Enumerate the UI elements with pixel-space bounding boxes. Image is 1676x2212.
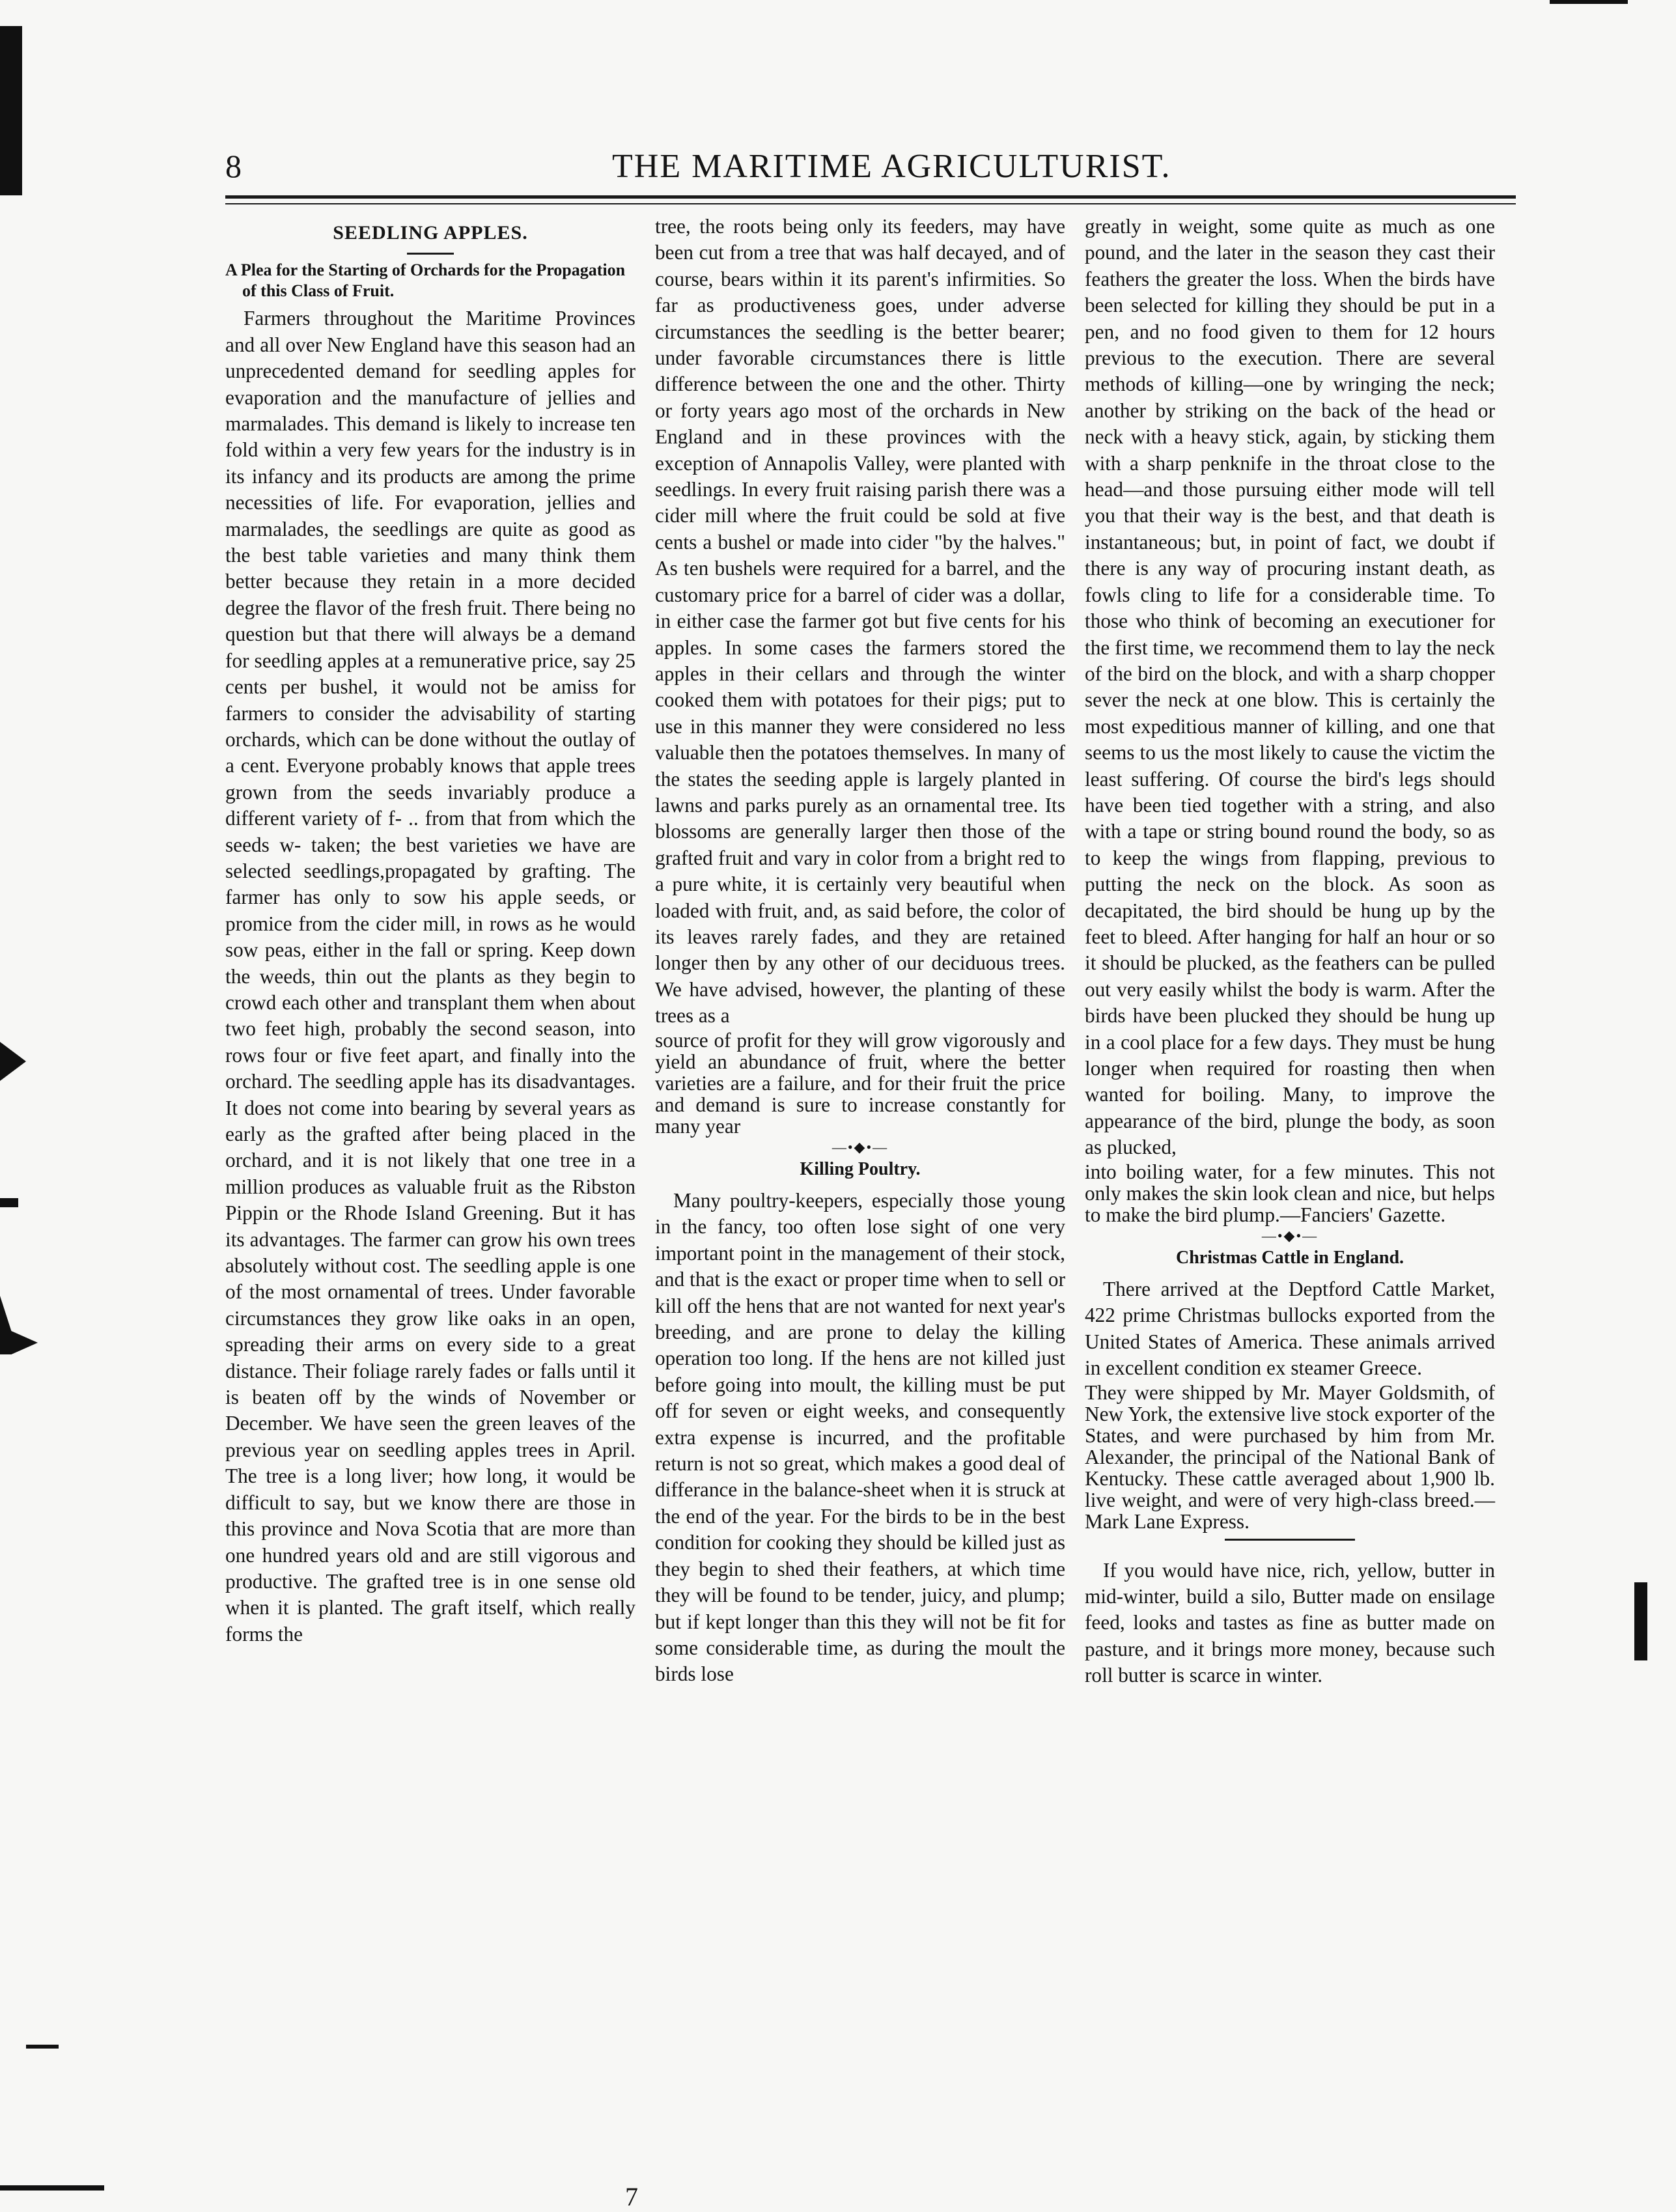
article-body-killing-poultry: Many poultry-keepers, especially those young in the fancy, too often lose sight of one very important point in the management of their stock, and that is the exact or proper time when to sell or kill off the hens that are not wanted for next year's breeding, and are prone to delay the killing operation too long. If the hens are not killed just before going into moult, the killing must be put off for seven or eight weeks, and consequently extra expense is incurred, and the profitable return is not so great, which makes a good deal of differance in the balance-sheet when it is struck at the end of the year. For the birds to be in the best condition for cooking they should be killed just as they begin to shed their feathers, at which time they will be found to be tender, juicy, and plump; but if kept longer than this they will not be fit for some considerable time, as during the moult the birds lose: [655, 1189, 1065, 1686]
scan-edge-mark: [1634, 1582, 1647, 1660]
article-body-christmas-cattle-cont: They were shipped by Mr. Mayer Goldsmith, of New York, the extensive live stock exporter of the States, and were purchased by him from Mr. Alexander, the principal of the National Bank of Kentucky. These cattle averaged about 1,900 lb. live weight, and were of very high-class breed.—Mark Lane Express.: [1085, 1380, 1495, 1533]
header-rule-thin: [225, 203, 1516, 204]
stray-mark: 7: [625, 2182, 638, 2211]
scan-edge-mark: [0, 2185, 104, 2191]
scan-edge-mark: [26, 2045, 59, 2049]
article-body-christmas-cattle: There arrived at the Deptford Cattle Market, 422 prime Christmas bullocks exported from the United States of America. These animals arrived in excellent condition ex steamer Greece.: [1085, 1278, 1495, 1380]
article-headline-seedling-apples: SEEDLING APPLES.: [333, 222, 528, 244]
column-3: [1085, 214, 1495, 1689]
article-body-continued-end: source of profit for they will grow vigorously and yield an abundance of fruit, where the better varieties are a failure, and for their fruit the price and demand is sure to increase constantly for many year: [655, 1028, 1065, 1138]
page-number: 8: [225, 148, 242, 184]
headline-divider: [407, 253, 454, 255]
column-2: [655, 214, 1065, 1688]
scan-edge-mark: [0, 1198, 18, 1207]
article-body-poultry-continued: greatly in weight, some quite as much as one pound, and the later in the season they cast their feathers the greater the loss. When the birds have been selected for killing they should be put in a pen, and no food given to them for 12 hours previous to the execution. There are several methods of killing—one by wringing the neck; another by striking on the back of the head or neck with a heavy stick, again, by sticking them with a sharp penknife in the throat close to the head—and those pursuing either mode will tell you that their way is the best, and that death is instantaneous; but, in point of fact, we doubt if there is any way of procuring instant death, as fowls cling to life for a considerable time. To those who think of becoming an executioner for the first time, we recommend them to lay the neck of the bird on the block, and with a sharp chopper sever the neck at one blow. This is certainly the most expeditious manner of killing, and one that seems to us the most likely to cause the victim the least suffering. Of course the bird's legs should have been tied together with a string, and also with a tape or string bound round the body, so as to keep the wings from flapping, previous to putting the neck on the block. As soon as decapitated, the bird should be hung up by the feet to bleed. After hanging for half an hour or so it should be plucked, as the feathers can be pulled out very easily whilst the body is warm. After the birds have been plucked they should be hung up in a cool place for a few days. They must be hung longer when required for roasting then when wanted for boiling. Many, to improve the appearance of the bird, plunge the body, as soon as plucked,: [1085, 215, 1495, 1159]
scan-edge-mark: [1550, 0, 1628, 4]
masthead-title: THE MARITIME AGRICULTURIST.: [612, 148, 1171, 185]
article-deck: A Plea for the Starting of Orchards for the Propagation of this Class of Fruit.: [225, 260, 626, 301]
section-ornament: —•◆•—: [831, 1138, 889, 1155]
section-ornament: —•◆•—: [1261, 1227, 1319, 1244]
article-body-continued: tree, the roots being only its feeders, may have been cut from a tree that was half decayed, and of course, bears within it its parent's infirmities. So far as productiveness goes, under adverse circumstances the seedling is the better bearer; under favorable circumstances there is little difference between the one and the other. Thirty or forty years ago most of the orchards in New England and in these provinces with the exception of Annapolis Valley, were planted with seedlings. In every fruit raising parish there was a cider mill where the fruit could be sold at five cents a bushel or made into cider "by the halves." As ten bushels were required for a barrel, and the customary price for a barrel of cider was a dollar, in either case the farmer got but five cents for his apples. In some cases the farmers stored the apples in their cellars and through the winter cooked them with potatoes for their pigs; put to use in this manner they were considered no less valuable then the potatoes themselves. In many of the states the seeding apple is largely planted in lawns and parks purely as an ornamental tree. Its blossoms are generally larger then those of the grafted fruit and vary in color from a bright red to a pure white, it is certainly very beautiful when loaded with fruit, and, as said before, the color of its leaves rarely fades, and they are retained longer then by any other of our deciduous trees. We have advised, however, the planting of these trees as a: [655, 215, 1065, 1028]
scan-edge-mark: [0, 1296, 38, 1354]
article-headline-christmas-cattle: Christmas Cattle in England.: [1175, 1247, 1404, 1268]
article-body-poultry-end: into boiling water, for a few minutes. This not only makes the skin look clean and nice, but helps to make the bird plump.—Fanciers' Gazette.: [1085, 1160, 1495, 1226]
article-headline-killing-poultry: Killing Poultry.: [800, 1158, 921, 1179]
article-body-silo-butter: If you would have nice, rich, yellow, butter in mid-winter, build a silo, Butter made on ensilage feed, looks and tastes as fine as butter made on pasture, and it brings more money, because such roll butter is scarce in winter.: [1085, 1558, 1495, 1687]
scan-edge-mark: [0, 1042, 26, 1081]
column-1: [225, 214, 635, 1647]
scan-edge-mark: [0, 26, 22, 195]
article-body-seedling-apples: Farmers throughout the Maritime Provinces and all over New England have this season had an unprecedented demand for seedling apples for evaporation and the manufacture of jellies and marmalades. This demand is likely to increase ten fold within a very few years for the industry is in its infancy and its products are among the prime necessities of life. For evaporation, jellies and marmalades, the seedlings are quite as good as the best table varieties and many think them better because they retain in a more decided degree the flavor of the fresh fruit. There being no question but that there will always be a demand for seedling apples at a remunerative price, say 25 cents per bushel, it would not be amiss for farmers to consider the advisability of starting orchards, which can be done without the outlay of a cent. Everyone probably knows that apple trees grown from the seeds invariably produce a different variety of f- .. from that from which the seeds w- taken; the best varieties we have are selected seedlings,propagated by grafting. The farmer has only to sow his apple seeds, or promice from the cider mill, in rows as he would sow peas, either in the fall or spring. Keep down the weeds, thin out the plants as they begin to crowd each other and transplant them when about two feet high, probably the second season, into rows four or five feet apart, and finally into the orchard. The seedling apple has its disadvantages. It does not come into bearing by several years as early as the grafted after being placed in the orchard, and it is not likely that one tree in a million produces as valuable fruit as the Ribston Pippin or the Rhode Island Greening. But it has its advantages. The farmer can grow his own trees absolutely without cost. The seedling apple is one of the most ornamental of trees. Under favorable circumstances they grow like oaks in an open, spreading their arms on every side to a great distance. Their foliage rarely fades or falls until it is beaten off by the winds of November or December. We have seen the green leaves of the previous year on seedling apples trees in April. The tree is a long liver; how long, it would be difficult to say, but we know there are those in this province and Nova Scotia that are more than one hundred years old and are still vigorous and productive. The grafted tree is in one sense old when it is planted. The graft itself, which really forms the: [225, 307, 635, 1645]
section-divider: [1225, 1539, 1355, 1541]
header-rule: [225, 195, 1516, 199]
